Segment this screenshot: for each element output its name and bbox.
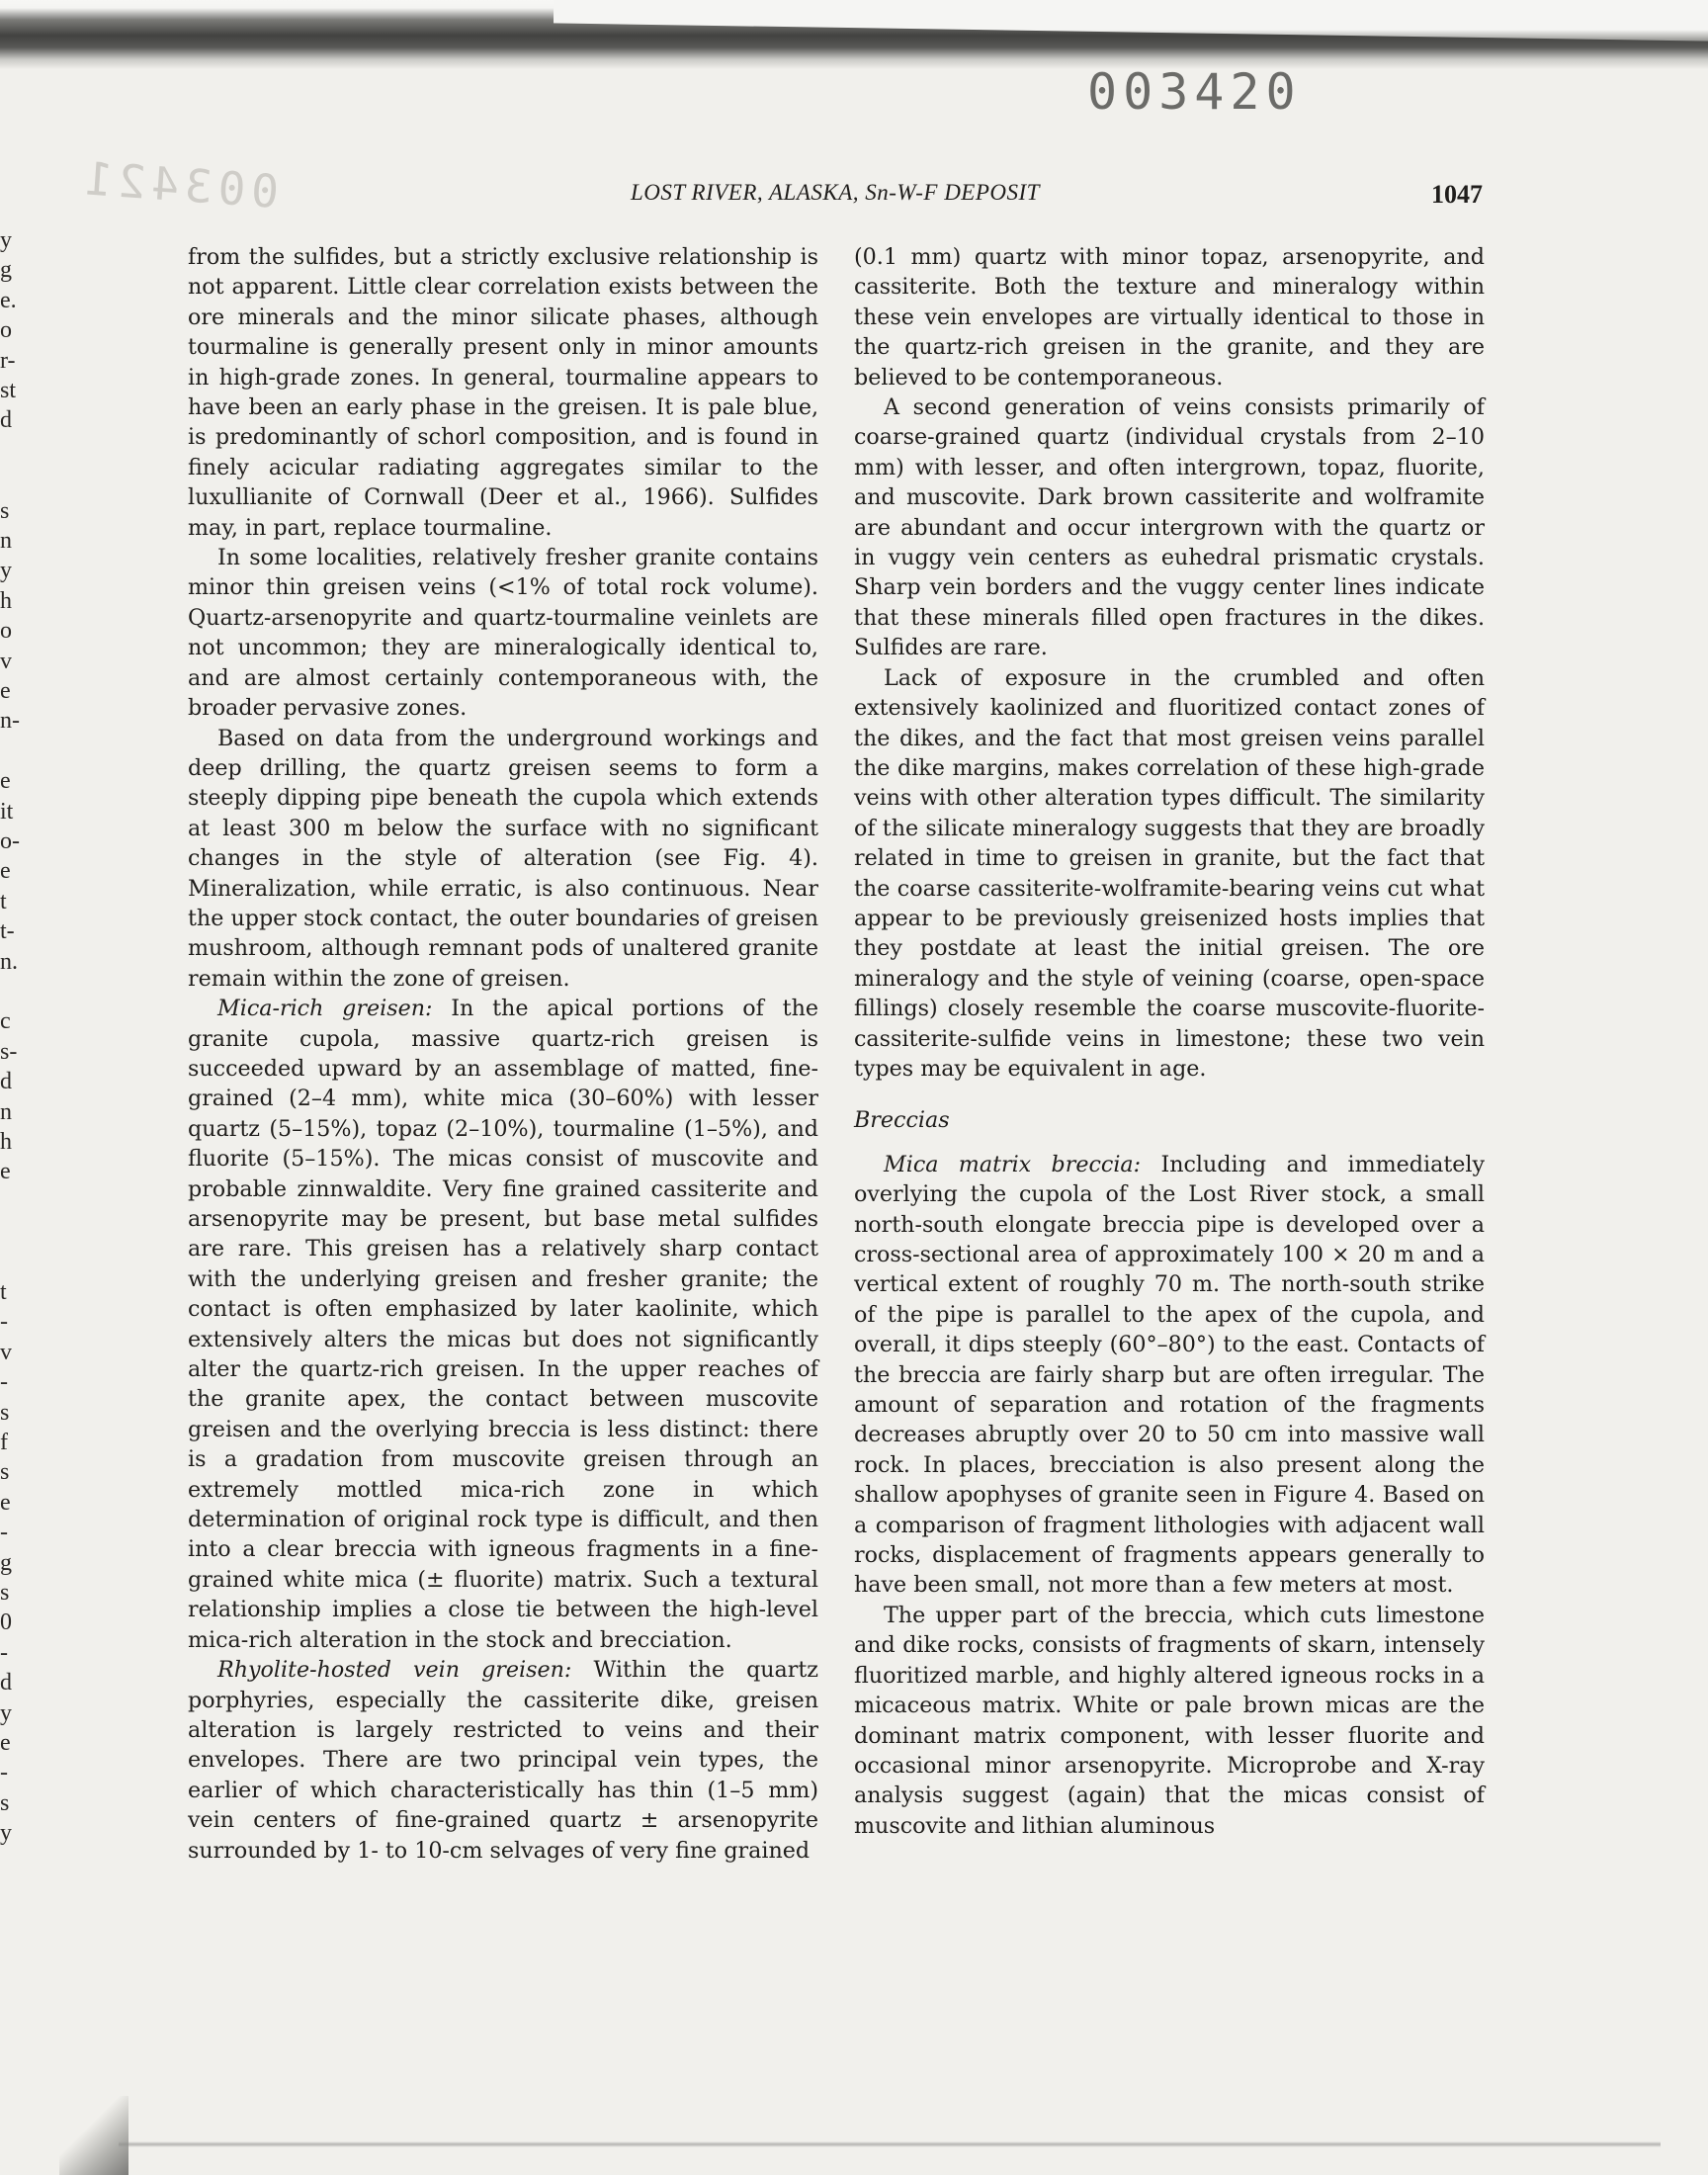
paragraph-text: In some localities, relatively fresher granite contains minor thin greisen veins (<1% of total rock volume). Quartz-arsenopyrite and quartz-tourmaline veinlets are not uncommon; they are mineralogically identical to, and are almost certainly contemporaneous with, the broader pervasive zones. [188, 545, 818, 722]
facing-page-letter: v [0, 648, 12, 674]
facing-page-letter: e. [0, 287, 17, 313]
facing-page-letter: y [0, 227, 12, 253]
facing-page-letter: y [0, 1699, 12, 1726]
facing-page-letter: e [0, 1489, 11, 1516]
facing-page-letter: d [0, 407, 12, 434]
paragraph-lead-title: Mica-rich greisen: [217, 996, 433, 1022]
facing-page-letter: it [0, 798, 14, 825]
facing-page-letter: n. [0, 948, 18, 975]
facing-page-letter: o [0, 317, 12, 344]
paragraph-text: Lack of exposure in the crumbled and often extensively kaolinized and fluoritized contact zones of the dikes, and the fact that most greisen veins parallel the dike margins, makes correlation of these high-grade veins with other alteration types difficult. The similarity of the silicate mineralogy suggests that they are broadly related in time to greisen in granite, but the fact that the coarse cassiterite-wolframite-bearing veins cut what appear to be previously greisenized hosts implies that they postdate at least the initial greisen. The ore mineralogy and the style of veining (coarse, open-space fillings) closely resemble the coarse muscovite-fluorite-cassiterite-sulfide veins in limestone; these two vein types may be equivalent in age. [854, 664, 1485, 1082]
paragraph [854, 242, 1485, 392]
paragraph-text: The upper part of the breccia, which cuts limestone and dike rocks, consists of fragments of skarn, intensely fluoritized marble, and highly altered igneous rocks in a micaceous matrix. White or pale brown micas are the dominant matrix component, with lesser fluorite and occasional minor arsenopyrite. Microprobe and X-ray analysis suggest (again) that the micas consist of muscovite and lithian aluminous [854, 1602, 1485, 1839]
page-number: 1047 [1431, 180, 1483, 209]
facing-page-letter: s [0, 1459, 10, 1486]
paragraph-text: from the sulfides, but a strictly exclusive relationship is not apparent. Little clear correlation exists between the ore minerals and the minor silicate phases, although tourmaline is generally present only in minor amounts in high-grade zones. In general, tourmaline appears to have been an early phase in the greisen. It is pale blue, is predominantly of schorl composition, and is found in finely acicular radiating aggregates similar to the luxullianite of Cornwall (Deer et al., 1966). Sulfides may, in part, replace tourmaline. [188, 244, 818, 541]
facing-page-letter: h [0, 1129, 12, 1155]
section-heading: Breccias [854, 1107, 950, 1134]
facing-page-letter: e [0, 858, 11, 885]
facing-page-letter: n- [0, 708, 20, 735]
facing-page-letter: y [0, 558, 12, 584]
paragraph [854, 1601, 1485, 1841]
paragraph [854, 663, 1485, 1085]
facing-page-letter: - [0, 1760, 8, 1786]
paragraph [188, 994, 818, 1655]
scan-shadow-bottom-corner [59, 2096, 128, 2175]
facing-page-letter: d [0, 1670, 12, 1696]
paragraph-lead-title: Mica matrix breccia: [884, 1151, 1142, 1177]
facing-page-letter: 0 [0, 1610, 12, 1636]
paragraph-text: Including and immediately overlying the cupola of the Lost River stock, a small north-south elongate breccia pipe is developed over a cross-sectional area of approximately 100 × 20 m and a vertical extent of roughly 70 m. The north-south strike of the pipe is parallel to the apex of the cupola, and overall, it dips steeply (60°–80°) to the east. Contacts of the breccia are fairly sharp but are often irregular. The amount of separation and rotation of the fragments decreases abruptly over 20 to 50 cm into massive wall rock. In places, brecciation is also present along the shallow apophyses of granite seen in Figure 4. Based on a comparison of fragment lithologies with adjacent wall rocks, displacement of fragments appears generally to have been small, not more than a few meters at most. [854, 1151, 1485, 1599]
document-number-bleedthrough: 003421 [77, 151, 281, 218]
facing-page-letter: e [0, 678, 11, 704]
running-title: LOST RIVER, ALASKA, Sn-W-F DEPOSIT [631, 180, 1040, 205]
facing-page-letter: - [0, 1369, 8, 1396]
facing-page-letter: t- [0, 918, 15, 945]
facing-page-letter: e [0, 768, 11, 795]
facing-page-letter: st [0, 378, 17, 403]
facing-page-letter: - [0, 1639, 8, 1666]
facing-page-letter: s [0, 1580, 10, 1606]
facing-page-letter: g [0, 257, 12, 284]
facing-page-letter: v [0, 1339, 12, 1365]
paragraph [188, 543, 818, 723]
paragraph-text: Within the quartz porphyries, especially the cassiterite dike, greisen alteration is largely restricted to veins and their envelopes. There are two principal vein types, the earlier of which characteristically has thin (1–5 mm) vein centers of fine-grained quartz ± arsenopyrite surrounded by 1- to 10-cm selvages of very fine grained [188, 1657, 818, 1864]
facing-page-letter: s [0, 497, 10, 524]
scan-shadow-bottom [119, 2141, 1661, 2147]
paragraph [854, 1150, 1485, 1601]
facing-page-letter: h [0, 587, 12, 614]
right-text-column [854, 242, 1485, 1841]
facing-page-letter: t [0, 1279, 7, 1305]
paragraph [188, 724, 818, 995]
facing-page-letter: e [0, 1730, 11, 1756]
paragraph-text: In the apical portions of the granite cupola, massive quartz-rich greisen is succeeded upward by an assemblage of matted, fine-grained (2–4 mm), white mica (30–60%) with lesser quartz (5–15%), topaz (2–10%), tourmaline (1–5%), and fluorite (5–15%). The micas consist of muscovite and probable zinnwaldite. Very fine grained cassiterite and arsenopyrite may be present, but base metal sulfides are rare. This greisen has a relatively sharp contact with the underlying greisen and fresher granite; the contact is often emphasized by later kaolinite, which extensively alters the micas but does not significantly alter the quartz-rich greisen. In the upper reaches of the granite apex, the contact between muscovite greisen and the overlying breccia is less distinct: there is a gradation from muscovite greisen through an extremely mottled mica-rich zone in which determination of original rock type is difficult, and then into a clear breccia with igneous fragments in a fine-grained white mica (± fluorite) matrix. Such a textural relationship implies a close tie between the high-level mica-rich alteration in the stock and brecciation. [188, 996, 818, 1653]
facing-page-letter: s [0, 1399, 10, 1426]
facing-page-letter: e [0, 1159, 11, 1185]
facing-page-letter: t [0, 888, 7, 914]
paragraph-text: A second generation of veins consists primarily of coarse-grained quartz (individual crystals from 2–10 mm) with lesser, and often intergrown, topaz, fluorite, and muscovite. Dark brown cassiterite and wolframite are abundant and occur intergrown with the quartz or in vuggy vein centers as euhedral prismatic crystals. Sharp vein borders and the vuggy center lines indicate that these minerals filled open fractures in the dikes. Sulfides are rare. [854, 394, 1485, 661]
facing-page-letter: s- [0, 1038, 18, 1065]
facing-page-letter: g [0, 1549, 12, 1576]
facing-page-edge-text [0, 227, 22, 1908]
facing-page-letter: n [0, 1098, 12, 1125]
facing-page-letter: f [0, 1430, 8, 1455]
facing-page-letter: n [0, 528, 12, 554]
paragraph-lead-title: Rhyolite-hosted vein greisen: [217, 1657, 572, 1684]
paragraph-text: Based on data from the underground workings and deep drilling, the quartz greisen seems to form a steeply dipping pipe beneath the cupola which extends at least 300 m below the surface with no significant changes in the style of alteration (see Fig. 4). Mineralization, while erratic, is also continuous. Near the upper stock contact, the outer boundaries of greisen mushroom, although remnant pods of unaltered granite remain within the zone of greisen. [188, 725, 818, 992]
paragraph [854, 392, 1485, 663]
paragraph [188, 242, 818, 543]
facing-page-letter: o [0, 618, 12, 645]
facing-page-letter: - [0, 1309, 8, 1336]
left-text-column [188, 242, 818, 1866]
document-number-stamp: 003420 [1087, 63, 1302, 121]
page-header [188, 180, 1483, 214]
facing-page-letter: - [0, 1520, 8, 1546]
facing-page-letter: y [0, 1820, 12, 1847]
facing-page-letter: c [0, 1008, 11, 1035]
paragraph-text: (0.1 mm) quartz with minor topaz, arsenopyrite, and cassiterite. Both the texture and mineralogy within these vein envelopes are virtually identical to those in the quartz-rich greisen in the granite, and they are believed to be contemporaneous. [854, 244, 1485, 391]
paragraph [188, 1655, 818, 1866]
facing-page-letter: s [0, 1789, 10, 1816]
facing-page-letter: d [0, 1069, 12, 1095]
facing-page-letter: o- [0, 828, 20, 854]
facing-page-letter: r- [0, 347, 16, 374]
